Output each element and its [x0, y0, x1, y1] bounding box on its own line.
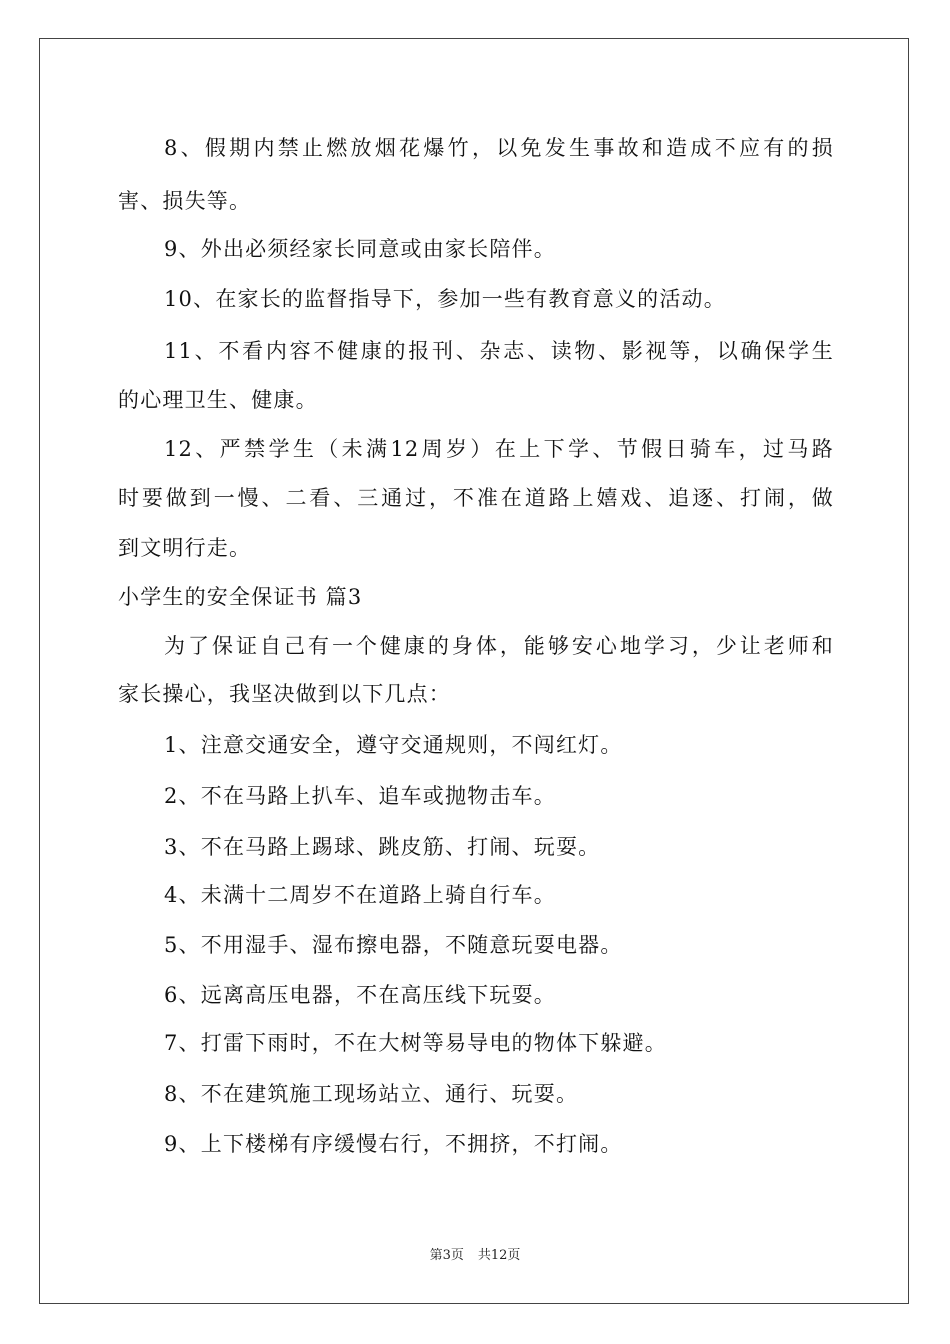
paragraph-line: 11、不看内容不健康的报刊、杂志、读物、影视等，以确保学生: [164, 339, 834, 363]
list-item: 5、不用湿手、湿布擦电器，不随意玩耍电器。: [164, 933, 623, 957]
paragraph-line: 12、严禁学生（未满12周岁）在上下学、节假日骑车，过马路: [164, 437, 834, 461]
list-item: 9、上下楼梯有序缓慢右行，不拥挤，不打闹。: [164, 1132, 623, 1156]
list-item: 4、未满十二周岁不在道路上骑自行车。: [164, 883, 556, 907]
paragraph-line: 害、损失等。: [118, 189, 252, 213]
paragraph-line: 9、外出必须经家长同意或由家长陪伴。: [164, 237, 556, 261]
section-heading: 小学生的安全保证书 篇3: [118, 585, 363, 609]
list-item: 1、注意交通安全，遵守交通规则，不闯红灯。: [164, 733, 623, 757]
paragraph-line: 为了保证自己有一个健康的身体，能够安心地学习，少让老师和: [164, 634, 834, 658]
paragraph-line: 10、在家长的监督指导下，参加一些有教育意义的活动。: [164, 287, 726, 311]
paragraph-line: 8、假期内禁止燃放烟花爆竹，以免发生事故和造成不应有的损: [164, 136, 834, 160]
list-item: 8、不在建筑施工现场站立、通行、玩耍。: [164, 1082, 579, 1106]
paragraph-line: 的心理卫生、健康。: [118, 388, 318, 412]
paragraph-line: 到文明行走。: [118, 536, 252, 560]
total-pages-label: 共12页: [477, 1248, 521, 1263]
list-item: 2、不在马路上扒车、追车或抛物击车。: [164, 784, 556, 808]
current-page-label: 第3页: [429, 1248, 464, 1263]
list-item: 6、远离高压电器，不在高压线下玩耍。: [164, 983, 556, 1007]
list-item: 3、不在马路上踢球、跳皮筋、打闹、玩耍。: [164, 835, 601, 859]
paragraph-line: 家长操心，我坚决做到以下几点：: [118, 682, 451, 706]
page-frame: [39, 38, 909, 1304]
paragraph-line: 时要做到一慢、二看、三通过，不准在道路上嬉戏、追逐、打闹，做: [118, 486, 834, 510]
page-footer: [0, 1246, 950, 1266]
list-item: 7、打雷下雨时，不在大树等易导电的物体下躲避。: [164, 1031, 667, 1055]
